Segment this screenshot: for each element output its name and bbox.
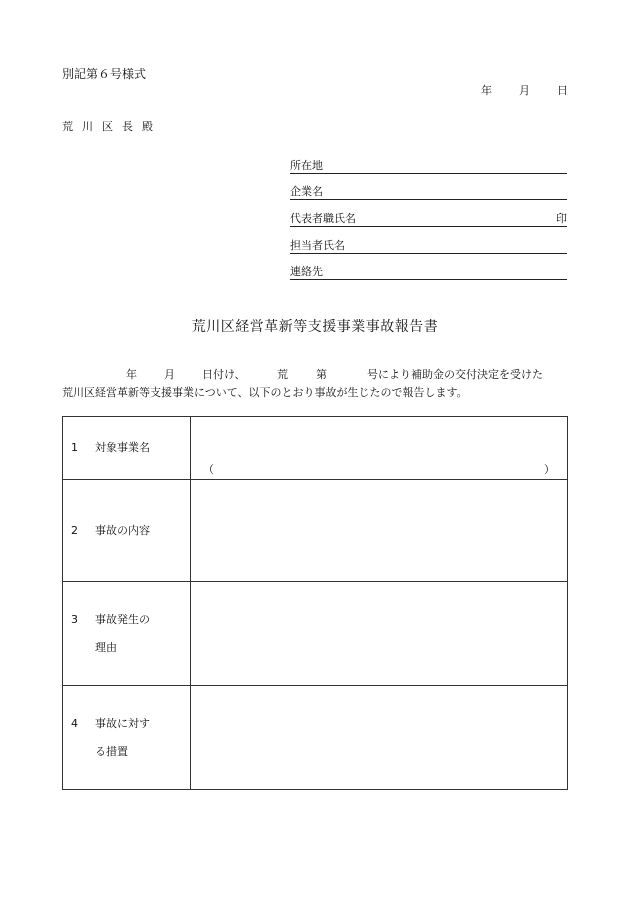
row4-label-line1: 事故に対す [95,716,150,730]
phone-label: 連絡先 [290,265,323,278]
row2-label-cell [63,480,191,582]
table-row [63,480,568,582]
address-label: 所在地 [290,159,323,172]
seal-mark: 印 [556,212,567,225]
contact-person-field[interactable] [290,239,567,254]
row3-label-line1: 事故発生の [95,612,150,626]
incident-measures-input[interactable] [191,686,568,790]
body-line1-rest: 号により補助金の交付決定を受けた [367,368,543,381]
close-paren: ） [544,463,555,476]
company-field[interactable] [290,185,567,200]
body-dai: 第 [316,368,327,381]
row2-number: 2 [71,523,78,537]
document-title: 荒川区経営革新等支援事業事故報告書 [191,319,439,335]
row3-label-cell [63,582,191,686]
representative-label: 代表者職氏名 [290,212,356,225]
representative-field[interactable] [290,212,567,227]
body-line2: 荒川区経営革新等支援事業について、以下のとおり事故が生じたので報告します。 [62,386,468,399]
row4-number: 4 [71,716,78,730]
row3-label-line2: 理由 [95,640,117,654]
incident-content-input[interactable] [191,480,568,582]
table-row [63,686,568,790]
row2-label: 事故の内容 [95,523,150,537]
body-ara: 荒 [277,368,288,381]
row1-label-cell [63,417,191,480]
address-field[interactable] [290,159,567,174]
open-paren: （ [203,463,214,476]
phone-field[interactable] [290,265,567,280]
addressee: 荒川区長殿 [62,120,162,133]
body-year: 年 [126,368,137,381]
report-table [62,416,568,790]
row1-number: 1 [71,441,78,454]
date-day: 日 [557,84,568,97]
table-row [63,417,568,480]
incident-reason-input[interactable] [191,582,568,686]
date-year: 年 [481,84,492,97]
row1-label: 対象事業名 [95,441,150,454]
target-project-input[interactable] [191,417,568,480]
row4-label-cell [63,686,191,790]
row3-number: 3 [71,612,78,626]
row4-label-line2: る措置 [95,744,128,758]
body-date-suffix: 日付け、 [202,368,246,381]
date-month: 月 [519,84,530,97]
contact-person-label: 担当者氏名 [290,239,345,252]
table-row [63,582,568,686]
company-label: 企業名 [290,185,323,198]
body-month: 月 [164,368,175,381]
form-number: 別記第６号様式 [62,67,147,81]
